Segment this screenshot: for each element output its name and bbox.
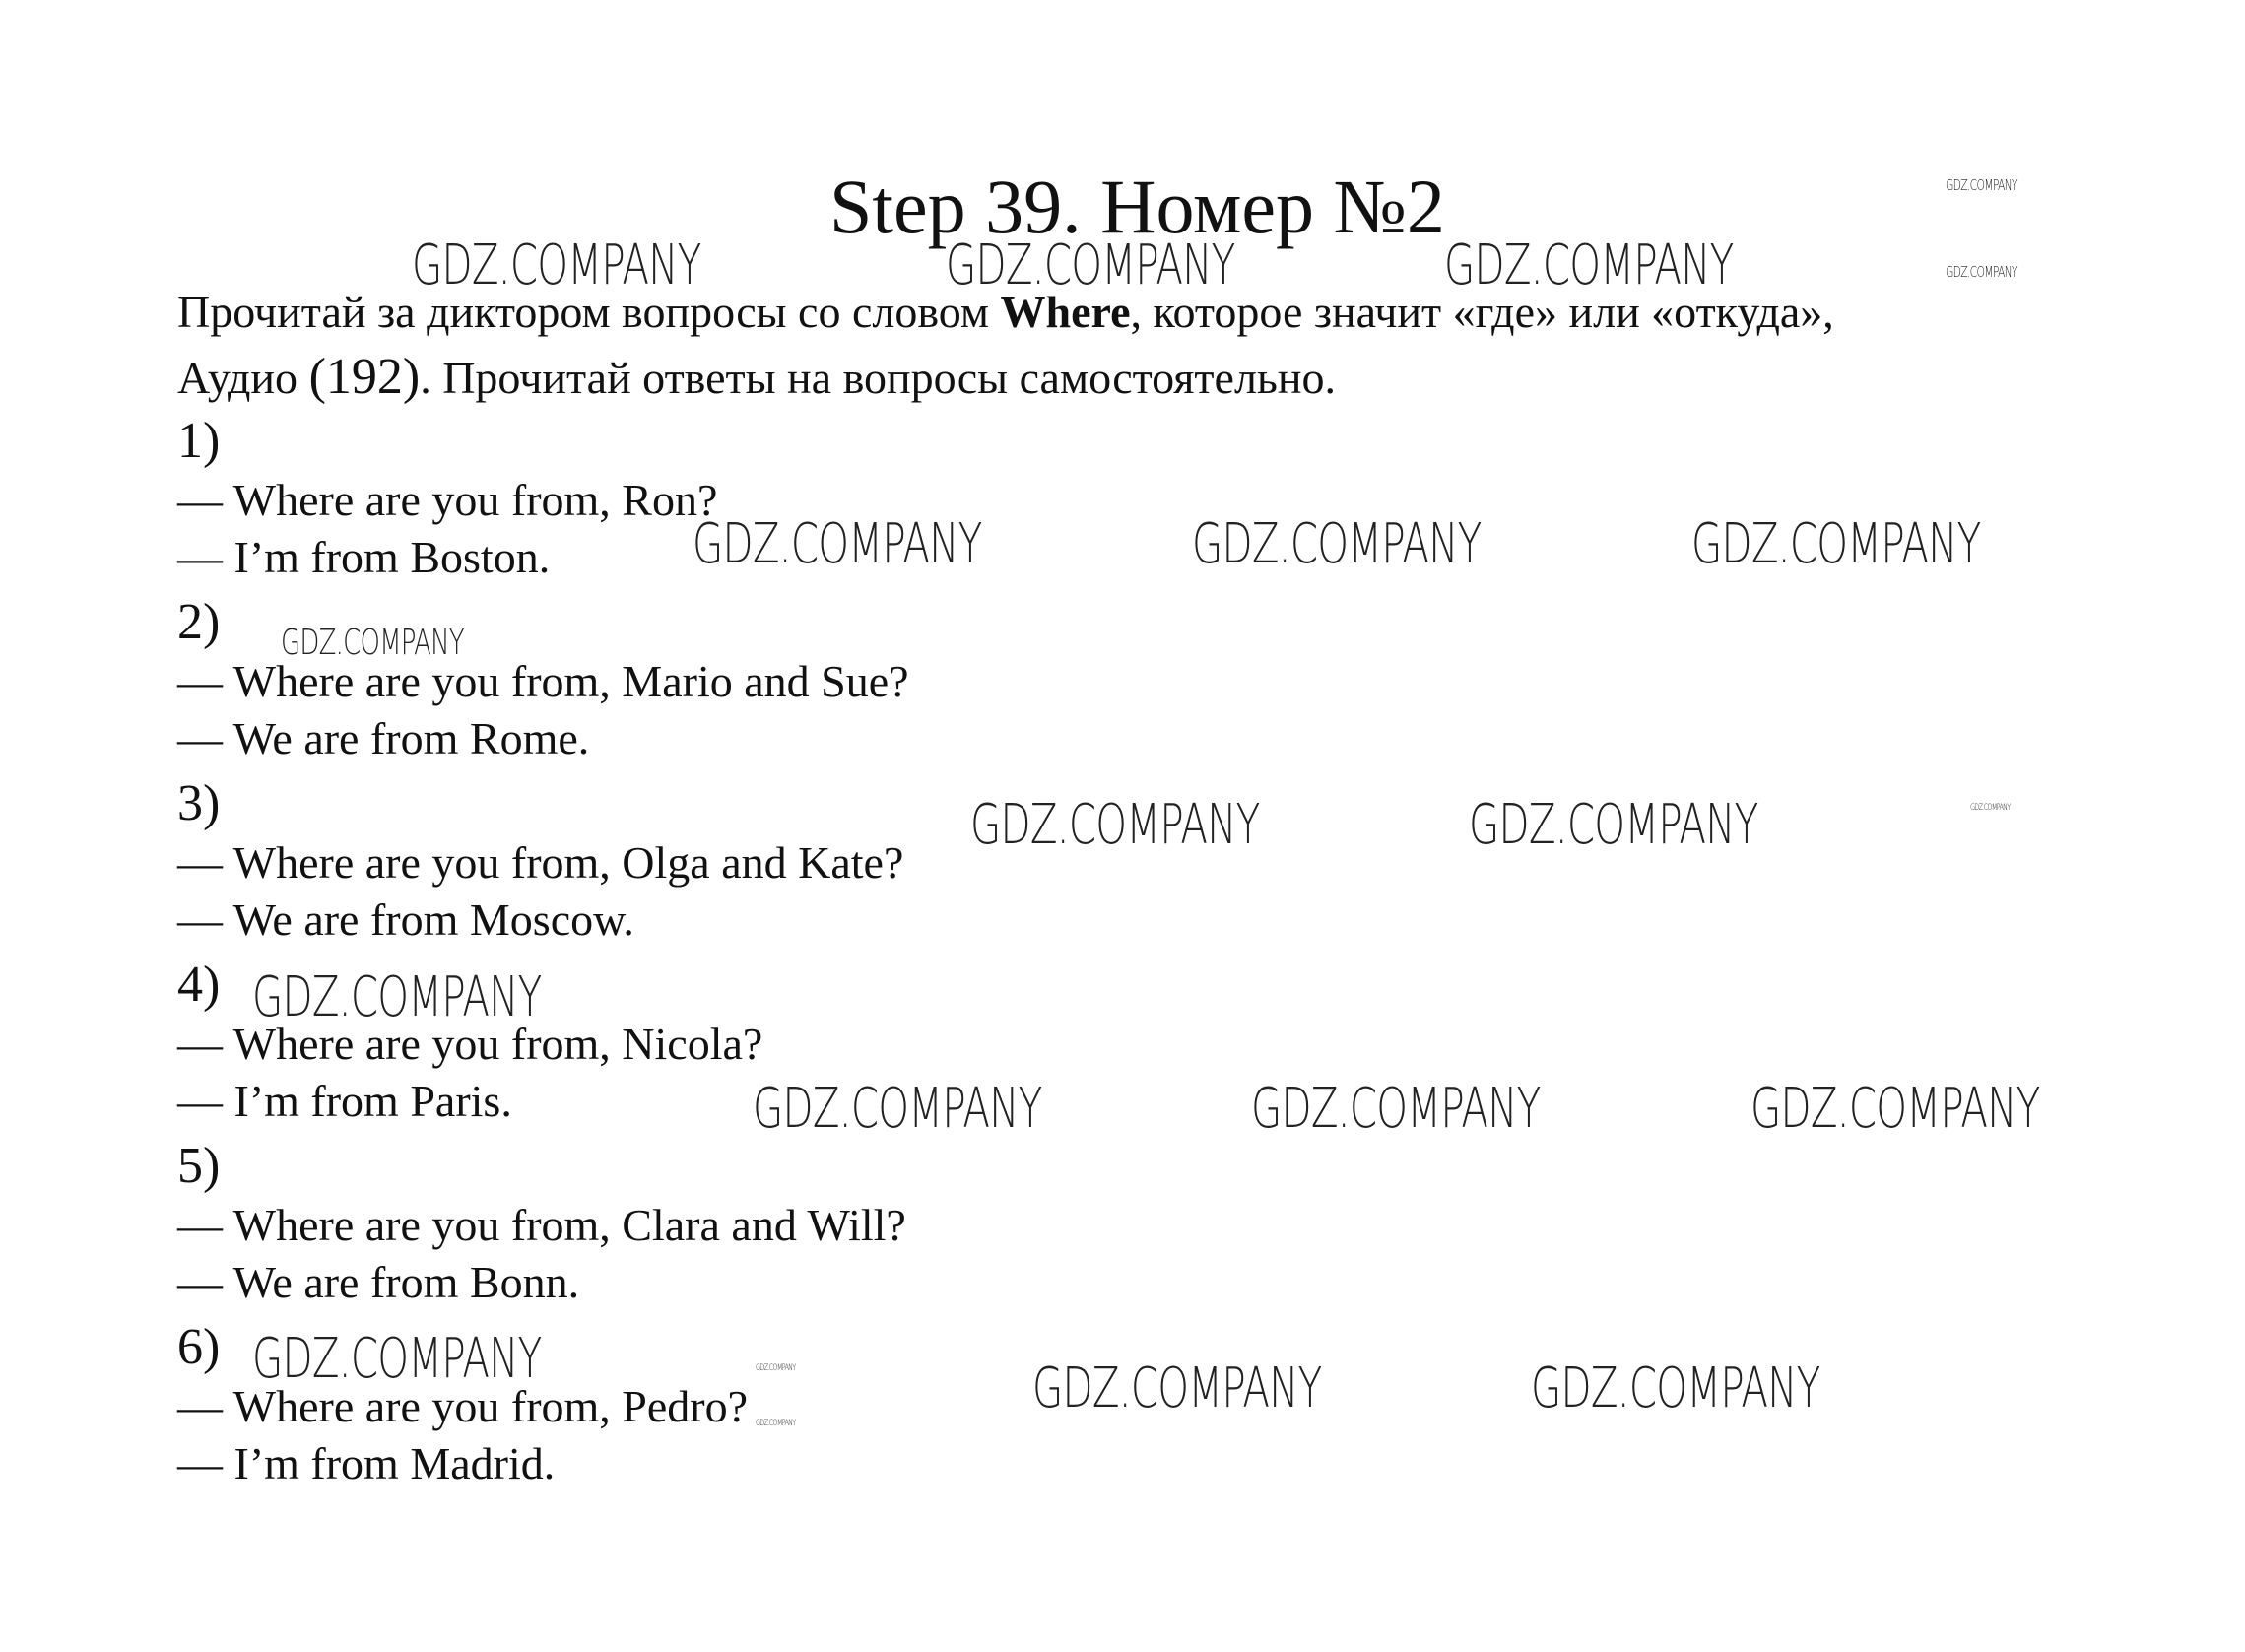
answer-line: — We are from Bonn. bbox=[177, 1257, 580, 1307]
watermark: GDZ.COMPANY bbox=[946, 233, 1235, 297]
watermark: GDZ.COMPANY bbox=[252, 1327, 542, 1391]
item-number: 5) bbox=[177, 1138, 221, 1194]
item-number: 3) bbox=[177, 775, 221, 831]
answer-line: — We are from Moscow. bbox=[177, 894, 634, 945]
watermark: GDZ.COMPANY bbox=[1946, 176, 2017, 194]
question-line: — Where are you from, Nicola? bbox=[177, 1019, 763, 1069]
watermark: GDZ.COMPANY bbox=[1469, 793, 1758, 857]
item-number: 2) bbox=[177, 594, 221, 650]
watermark: GDZ.COMPANY bbox=[970, 793, 1260, 857]
watermark: GDZ.COMPANY bbox=[1531, 1356, 1820, 1421]
question-line: — Where are you from, Mario and Sue? bbox=[177, 656, 909, 706]
instructions-text: Прочитай за диктором вопросы со словом bbox=[177, 287, 1001, 337]
instructions-text: . Прочитай ответы на вопросы самостоятельно. bbox=[420, 353, 1336, 403]
watermark: GDZ.COMPANY bbox=[412, 233, 701, 297]
watermark: GDZ.COMPANY bbox=[756, 1419, 796, 1428]
watermark: GDZ.COMPANY bbox=[1750, 1077, 2040, 1141]
watermark: GDZ.COMPANY bbox=[756, 1363, 796, 1373]
watermark: GDZ.COMPANY bbox=[1251, 1077, 1541, 1141]
item-number: 4) bbox=[177, 957, 221, 1013]
watermark: GDZ.COMPANY bbox=[1192, 512, 1482, 576]
instructions-text: , которое значит «где» или «откуда», bbox=[1130, 287, 1834, 337]
watermark: GDZ.COMPANY bbox=[1691, 512, 1981, 576]
watermark: GDZ.COMPANY bbox=[693, 512, 982, 576]
question-line: — Where are you from, Pedro? bbox=[177, 1381, 749, 1431]
watermark: GDZ.COMPANY bbox=[753, 1077, 1042, 1141]
answer-line: — I’m from Paris. bbox=[177, 1076, 512, 1126]
item-number: 6) bbox=[177, 1319, 221, 1375]
answer-line: — I’m from Boston. bbox=[177, 532, 551, 582]
audio-reference: (192) bbox=[308, 349, 421, 405]
instructions-keyword: Where bbox=[1000, 287, 1131, 337]
instructions bbox=[177, 280, 2167, 411]
watermark: GDZ.COMPANY bbox=[1946, 263, 2017, 281]
question-line: — Where are you from, Olga and Kate? bbox=[177, 837, 904, 888]
answer-line: — I’m from Madrid. bbox=[177, 1438, 556, 1488]
watermark: GDZ.COMPANY bbox=[252, 965, 542, 1029]
watermark: GDZ.COMPANY bbox=[1970, 803, 2011, 813]
question-line: — Where are you from, Ron? bbox=[177, 475, 718, 525]
watermark: GDZ.COMPANY bbox=[1032, 1356, 1322, 1421]
question-line: — Where are you from, Clara and Will? bbox=[177, 1200, 906, 1250]
instructions-text: Аудио bbox=[177, 353, 309, 403]
page-title: Step 39. Номер №2 bbox=[829, 164, 1445, 249]
answer-line: — We are from Rome. bbox=[177, 713, 590, 763]
watermark: GDZ.COMPANY bbox=[1444, 233, 1734, 297]
item-number: 1) bbox=[177, 413, 221, 469]
watermark: GDZ.COMPANY bbox=[281, 623, 464, 663]
